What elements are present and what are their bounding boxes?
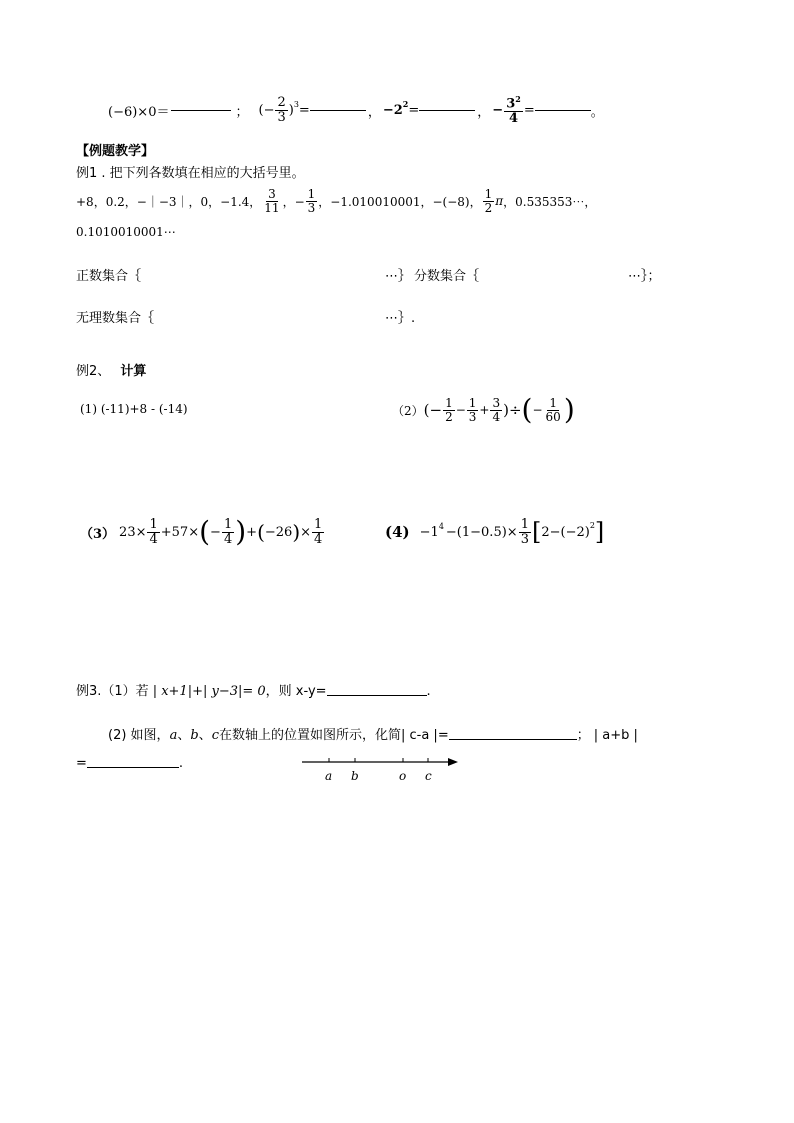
term: −(1−0.5)× [445, 524, 518, 540]
number-line [298, 752, 462, 786]
fraction-set-label: 分数集合｛ [414, 269, 480, 284]
number-list-part: ，−1.010010001，−(−8)， [318, 194, 482, 209]
plus-sign: + [246, 524, 258, 540]
ex1-numbers-line2: 0.1010010001⋯ [76, 225, 176, 239]
problem-1: (1) (-11)+8 - (-14) [80, 402, 188, 416]
axis-arrow [448, 758, 458, 766]
separator: ， [477, 104, 491, 120]
answer-blank-xy[interactable] [327, 694, 427, 696]
paren-close-divide: )÷ [503, 401, 522, 419]
minus-sign: − [532, 403, 543, 417]
problem-label: （2） [392, 403, 424, 418]
ex3-part2 [108, 724, 638, 743]
number-list-part: ，0.535353⋯， [503, 194, 597, 209]
pi-symbol: π [495, 194, 504, 208]
ex3-label: 例3.（1）若 [76, 684, 149, 699]
irrational-set-end: ⋯｝. [385, 311, 416, 326]
problem-4 [385, 512, 604, 552]
term: −1 [419, 524, 439, 540]
var-a: a [169, 728, 178, 743]
fraction-1-3: $\frac{1}{3}$ [468, 395, 477, 424]
separator: ； [576, 728, 590, 743]
paren-open: (− [423, 401, 443, 419]
ex3-part2-label: (2) 如图， [108, 728, 170, 743]
ex1-numbers-line [76, 184, 596, 218]
term: 2−(−2) [541, 524, 590, 540]
equals: = [76, 756, 87, 771]
big-paren-close: ) [292, 520, 301, 544]
problem-3 [80, 510, 325, 554]
minus-sign: − [210, 524, 221, 540]
separator: ； [235, 104, 249, 120]
separator: 、 [177, 728, 191, 743]
answer-blank-1[interactable] [171, 109, 231, 111]
fraction-1-3: $\frac{1}{3}$ [520, 516, 529, 547]
positive-set-label: 正数集合｛ [76, 269, 142, 284]
ex1-title: 例1 . 把下列各数填在相应的大括号里。 [76, 166, 305, 181]
big-paren-close: ) [235, 515, 247, 548]
plus-sign: + [479, 403, 490, 417]
problem-label: （3） [80, 526, 116, 542]
minus-sign: − [455, 403, 466, 417]
fraction-1-2: $\frac{1}{2}$ [484, 186, 493, 215]
fraction-1-60: $\frac{1}{60}$ [545, 395, 561, 424]
problem-label: (4) [385, 523, 410, 541]
fraction-3sq-over-4: $\frac{3^2}{4}$ [506, 93, 521, 126]
equals: = [523, 102, 535, 118]
fraction-2-3: $\frac{2}{3}$ [277, 94, 286, 125]
answer-blank-ca[interactable] [449, 738, 577, 740]
axis-label-c: c [425, 769, 432, 783]
times-sign: × [300, 524, 312, 540]
number-list-part: ，− [282, 194, 305, 209]
ex3-question: ，则 x-y= [265, 684, 327, 699]
minus-sign: − [492, 102, 504, 118]
big-paren-open: ( [257, 520, 265, 544]
section-title: 【例题教学】 [76, 144, 155, 159]
fraction-3-11: $\frac{3}{11}$ [264, 186, 280, 215]
ex3-part2-line2 [76, 756, 183, 771]
ex2-number: 例2、 [76, 364, 111, 379]
exponent: 2 [589, 520, 595, 530]
expr-neg6-times-0: (−6)×0＝ [108, 104, 170, 120]
big-bracket-close: ] [594, 518, 605, 546]
big-paren-close: ) [563, 393, 575, 426]
irrational-set-label: 无理数集合｛ [76, 311, 155, 326]
big-paren-open: ( [199, 515, 211, 548]
equals: = [298, 102, 310, 118]
axis-label-a: a [325, 769, 333, 783]
fraction-1-4: $\frac{1}{4}$ [223, 516, 233, 547]
positive-set-end: ⋯｝ [385, 269, 412, 284]
fraction-1-3: $\frac{1}{3}$ [307, 186, 316, 215]
answer-blank-2[interactable] [310, 109, 366, 111]
axis-label-o: o [399, 769, 407, 783]
ex3-part1 [76, 680, 431, 699]
exponent: 2 [402, 99, 409, 109]
big-paren-open: ( [521, 393, 533, 426]
answer-blank-3[interactable] [419, 109, 475, 111]
var-c: c [211, 728, 219, 743]
expr-neg2-squared: −2 [382, 102, 403, 118]
fraction-1-4: $\frac{1}{4}$ [149, 516, 158, 547]
expr-paren-close: ) [288, 102, 294, 118]
term: −26 [264, 524, 293, 540]
exponent: 4 [438, 521, 444, 531]
fraction-1-2: $\frac{1}{2}$ [445, 395, 453, 424]
answer-blank-4[interactable] [535, 109, 591, 111]
ex2-heading: 计算 [120, 364, 147, 379]
equals: = [408, 102, 420, 118]
abs-a-plus-b: | a+b | [593, 728, 638, 743]
top-line [108, 95, 604, 125]
period: . [178, 756, 184, 771]
absolute-value-equation: | x+1|+| y−3|= 0 [152, 684, 266, 699]
fraction-3-4: $\frac{3}{4}$ [492, 395, 501, 424]
fraction-1-4: $\frac{1}{4}$ [314, 516, 323, 547]
exponent: 3 [293, 99, 299, 109]
ex3-part2-text: 在数轴上的位置如图所示，化简 [218, 728, 401, 743]
axis-label-b: b [351, 769, 359, 783]
fraction-set-end: ⋯｝； [628, 269, 661, 284]
period: 。 [590, 104, 604, 120]
term: 23× [119, 524, 147, 540]
number-list-part: +8，0.2，−｜−3｜，0，−1.4， [76, 194, 262, 209]
abs-c-minus-a: | c-a |= [400, 728, 449, 743]
expr-paren-open: (− [258, 102, 275, 118]
term: +57× [160, 524, 200, 540]
period: . [426, 684, 431, 699]
answer-blank-ab[interactable] [87, 766, 179, 768]
big-bracket-open: [ [531, 518, 542, 546]
ex2-title [76, 360, 146, 379]
problem-2 [392, 388, 575, 432]
separator: 、 [198, 728, 212, 743]
separator: ， [367, 104, 381, 120]
var-b: b [190, 728, 199, 743]
